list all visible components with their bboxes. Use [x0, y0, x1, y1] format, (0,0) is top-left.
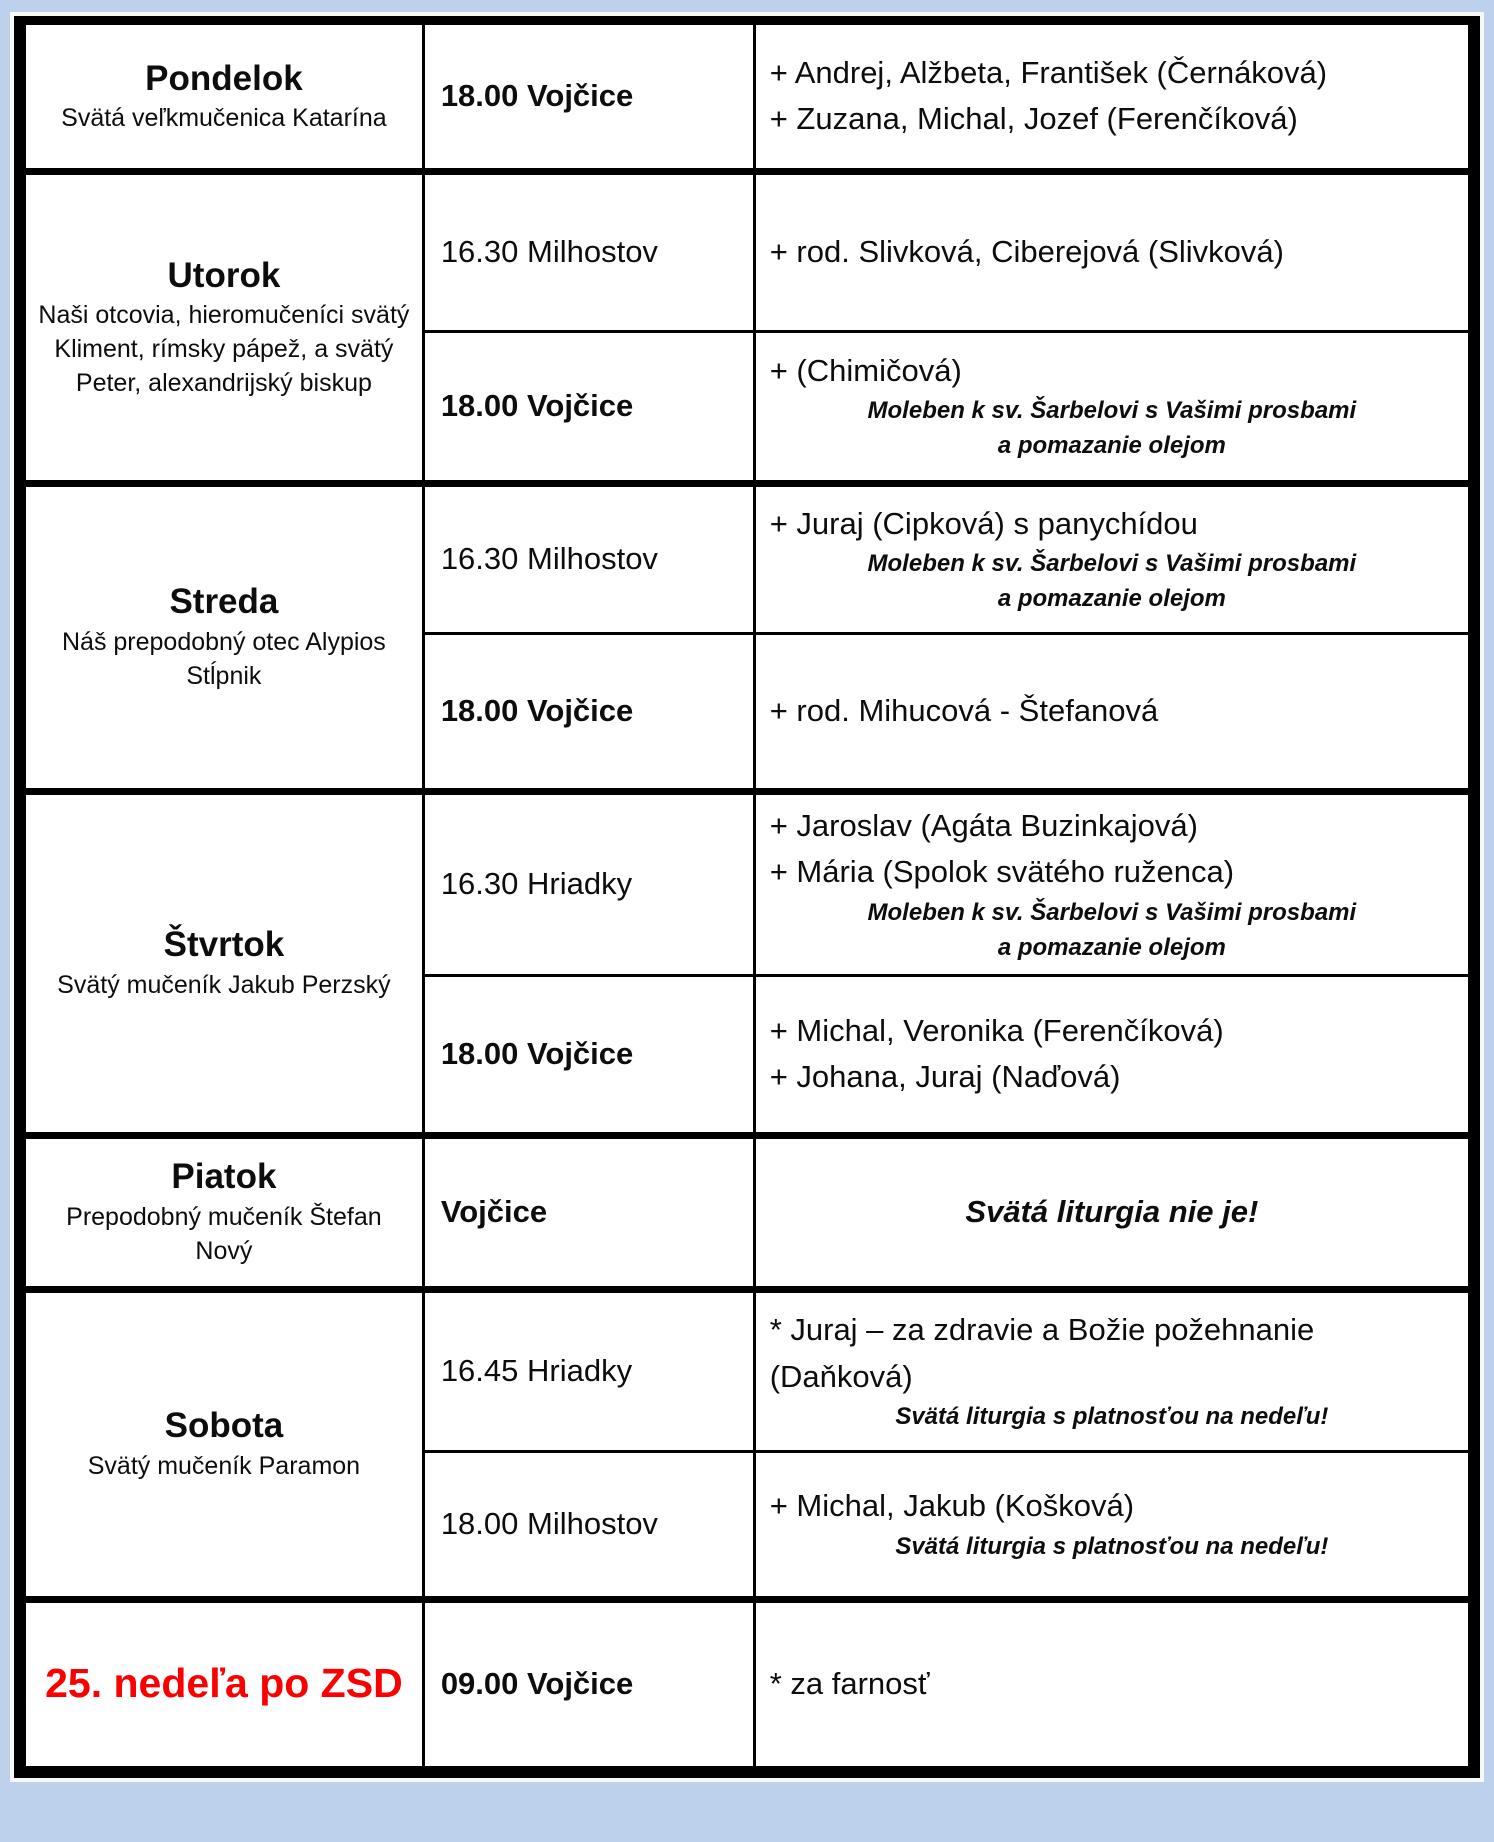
time-place-cell — [423, 25, 754, 171]
time-place-label: 16.30 Milhostov — [440, 234, 658, 269]
note-line: a pomazanie olejom — [997, 585, 1226, 613]
intention-cell — [754, 1451, 1469, 1599]
day-row — [25, 1289, 1470, 1451]
time-place-cell — [423, 331, 754, 483]
time-place-cell — [423, 483, 754, 633]
intention-line: * za farnosť — [769, 1665, 930, 1701]
day-name: Piatok — [171, 1157, 277, 1197]
schedule-frame — [14, 16, 1480, 1778]
day-cell — [25, 483, 424, 791]
note-line: Svätá liturgia s platnosťou na nedeľu! — [895, 1532, 1329, 1560]
note-line: Svätá liturgia s platnosťou na nedeľu! — [895, 1403, 1329, 1431]
day-description: Svätý mučeník Jakub Perzský — [57, 971, 391, 999]
time-place-cell — [423, 975, 754, 1135]
time-place-label: 18.00 Vojčice — [440, 1036, 634, 1071]
intention-cell — [754, 1135, 1469, 1289]
time-place-label: 16.30 Milhostov — [440, 541, 658, 576]
intention-line: + Michal, Jakub (Košková) — [769, 1488, 1135, 1524]
note-line: a pomazanie olejom — [997, 432, 1226, 460]
intention-line: + Zuzana, Michal, Jozef (Ferenčíková) — [769, 101, 1298, 137]
day-cell — [25, 171, 424, 483]
time-place-label: 18.00 Vojčice — [440, 388, 634, 423]
time-place-label: 18.00 Vojčice — [440, 693, 634, 728]
intention-line: + Juraj (Cipková) s panychídou — [769, 505, 1198, 541]
note-line: a pomazanie olejom — [997, 933, 1226, 961]
day-name: Pondelok — [145, 58, 303, 98]
no-liturgy-note: Svätá liturgia nie je! — [965, 1194, 1259, 1229]
day-cell — [25, 1289, 424, 1599]
intention-cell — [754, 331, 1469, 483]
intention-cell — [754, 633, 1469, 791]
day-row — [25, 483, 1470, 633]
intention-line: * Juraj – za zdravie a Božie požehnanie (Daňková) — [769, 1312, 1315, 1394]
intention-line: + Andrej, Alžbeta, František (Černáková) — [769, 54, 1328, 90]
intention-line: + rod. Mihucová - Štefanová — [769, 692, 1159, 728]
time-place-cell — [423, 1451, 754, 1599]
note-line: Moleben k sv. Šarbelovi s Vašimi prosbami — [867, 397, 1357, 425]
day-description: Svätá veľkmučenica Katarína — [61, 104, 387, 133]
time-place-cell — [423, 1599, 754, 1767]
intention-cell — [754, 171, 1469, 331]
day-description: Naši otcovia, hieromučeníci svätý Kliment, rímsky pápež, a svätý Peter, alexandrijský biskup — [38, 301, 410, 397]
day-row — [25, 1599, 1470, 1767]
day-row — [25, 171, 1470, 331]
time-place-label: 09.00 Vojčice — [440, 1666, 634, 1701]
intention-cell — [754, 975, 1469, 1135]
day-name: Utorok — [167, 255, 281, 295]
day-description: Náš prepodobný otec Alypios Stĺpnik — [61, 628, 386, 690]
time-place-label: 18.00 Milhostov — [440, 1506, 658, 1541]
schedule-body — [25, 25, 1470, 1767]
day-cell — [25, 791, 424, 1135]
day-row — [25, 791, 1470, 975]
intention-line: + rod. Slivková, Ciberejová (Slivková) — [769, 233, 1284, 269]
intention-cell — [754, 1599, 1469, 1767]
intention-line: + Mária (Spolok svätého ruženca) — [769, 854, 1235, 890]
note-line: Moleben k sv. Šarbelovi s Vašimi prosbami — [867, 550, 1357, 578]
day-row — [25, 1135, 1470, 1289]
liturgy-schedule-table — [23, 25, 1471, 1769]
day-description: Prepodobný mučeník Štefan Nový — [66, 1203, 382, 1265]
day-cell — [25, 1135, 424, 1289]
intention-cell — [754, 25, 1469, 171]
intention-line: + (Chimičová) — [769, 352, 962, 388]
day-name: 25. nedeľa po ZSD — [45, 1660, 403, 1707]
time-place-label: 16.45 Hriadky — [440, 1353, 633, 1388]
intention-cell — [754, 1289, 1469, 1451]
day-name: Streda — [169, 582, 279, 622]
intention-cell — [754, 483, 1469, 633]
day-name: Štvrtok — [163, 925, 285, 965]
day-cell — [25, 1599, 424, 1767]
day-description: Svätý mučeník Paramon — [87, 1452, 361, 1480]
intention-line: + Johana, Juraj (Naďová) — [769, 1059, 1121, 1094]
time-place-cell — [423, 171, 754, 331]
note-line: Moleben k sv. Šarbelovi s Vašimi prosbami — [867, 898, 1357, 926]
time-place-cell — [423, 791, 754, 975]
time-place-cell — [423, 633, 754, 791]
day-cell — [25, 25, 424, 171]
intention-cell — [754, 791, 1469, 975]
day-row — [25, 25, 1470, 171]
intention-line: + Michal, Veronika (Ferenčíková) — [769, 1012, 1224, 1048]
time-place-label: 16.30 Hriadky — [440, 866, 633, 901]
intention-line: + Jaroslav (Agáta Buzinkajová) — [769, 807, 1198, 843]
time-place-label: 18.00 Vojčice — [440, 78, 634, 114]
time-place-cell — [423, 1289, 754, 1451]
time-place-label: Vojčice — [440, 1194, 548, 1229]
day-name: Sobota — [164, 1406, 284, 1446]
time-place-cell — [423, 1135, 754, 1289]
